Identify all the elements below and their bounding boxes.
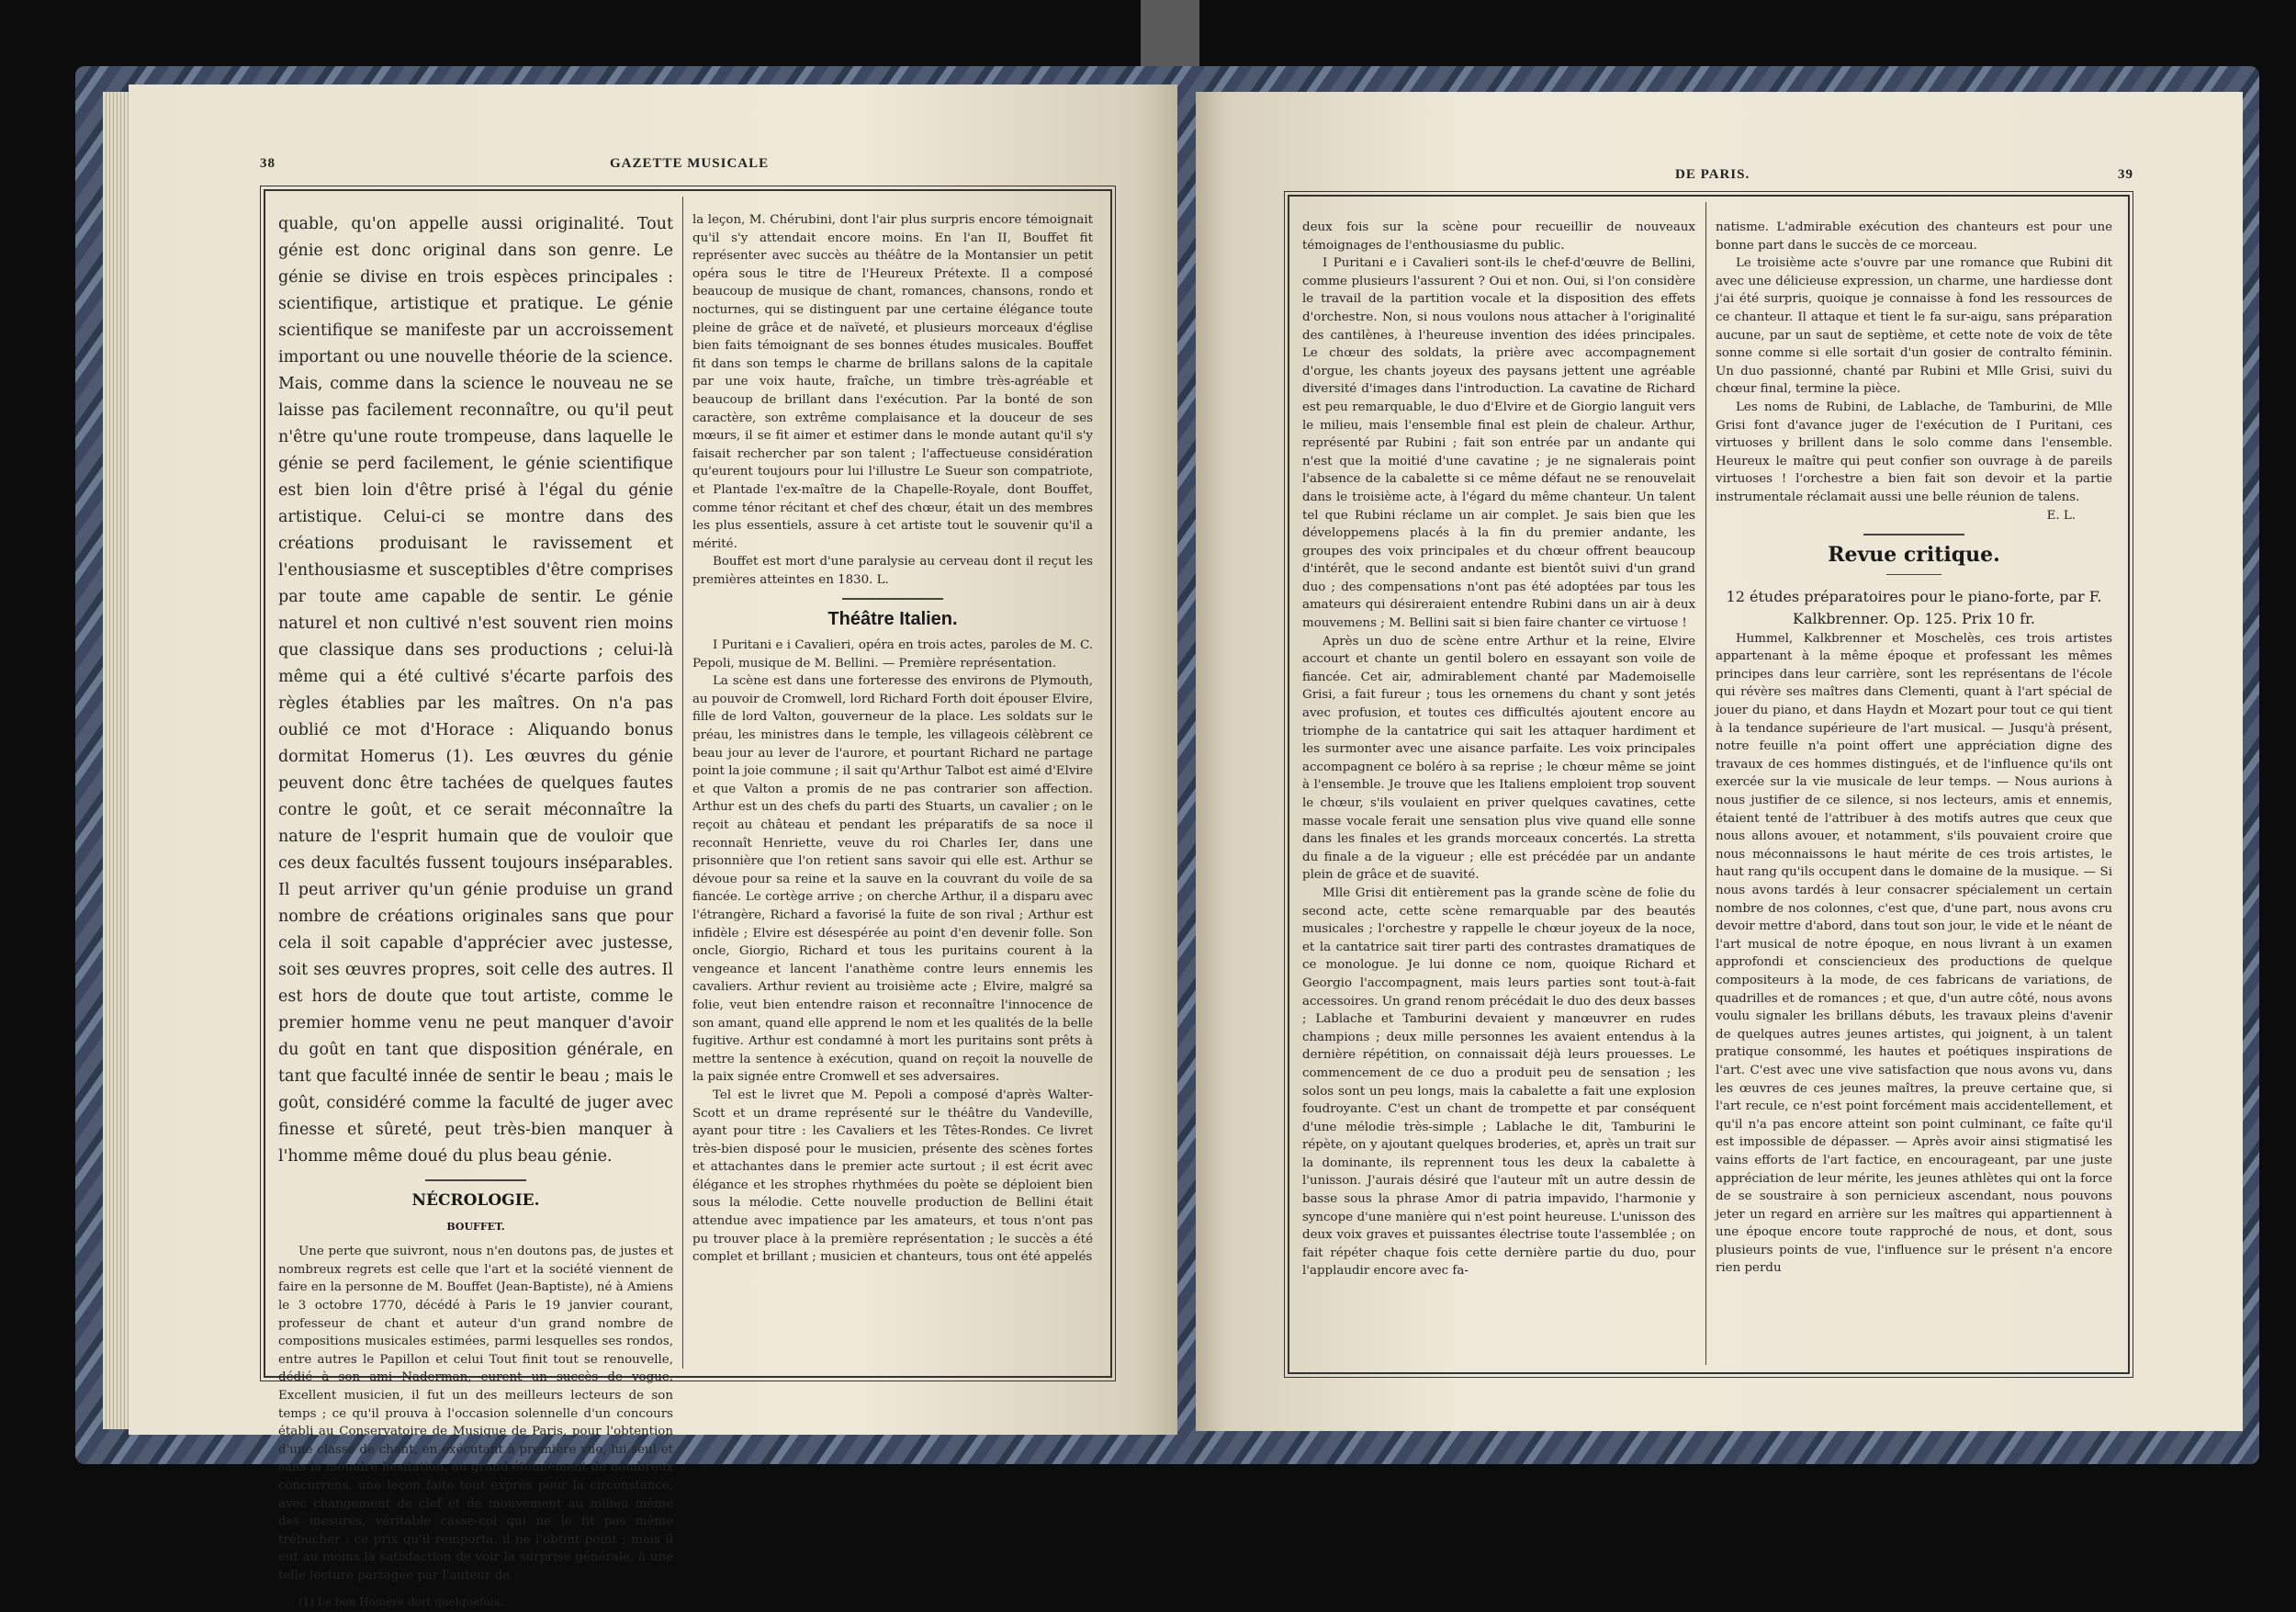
divider-rule <box>425 1179 526 1181</box>
left-page-column-2 <box>692 211 1093 1267</box>
genius-text: quable, qu'on appelle aussi originalité. Tout génie est donc original dans son genre. Le génie se divise en trois espèces principales : scientifique, artistique et pratique. Le génie scientifique se manifeste par un accroissement important ou une nouvelle théorie de la science. Mais, comme dans la science le nouveau ne se laisse pas facilement reconnaître, ou qu'il peut n'être qu'une route trompeuse, dans laquelle le génie se perd facilement, le génie scientifique est bien loin d'être prisé à l'égal du génie artistique. Celui-ci se montre dans des créations produisant le ravissement et l'enthousiasme et susceptibles d'être comprises par toute ame capable de sentir. Le génie naturel et non cultivé n'est souvent rien moins que classique dans ses productions ; celui-là même qui a été cultivé s'écarte parfois des règles établies par les maîtres. On n'a pas oublié ce mot d'Horace : Aliquando bonus dormitat Homerus (1). Les œuvres du génie peuvent donc être tachées de quelques fautes contre le goût, et ce serait méconnaître la nature de l'esprit humain que de vouloir que ces deux facultés fussent toujours inséparables. Il peut arriver qu'un génie produise un grand nombre de créations originales sans que pour cela il soit capable d'apprécier avec justesse, soit ses œuvres propres, soit celle des autres. Il est hors de doute que tout artiste, comme le premier homme venu ne peut manquer d'avoir du goût en tant que disposition générale, en tant que faculté innée de sentir le beau ; mais le goût, considéré comme la faculté de juger avec finesse et sûreté, peut très-bien manquer à l'homme même doué du plus beau génie. <box>278 215 673 1166</box>
divider-rule <box>842 598 943 600</box>
enthusiasm-text: deux fois sur la scène pour recueillir de nouveaux témoignages de l'enthousiasme du public. <box>1302 220 1695 253</box>
libretto-review-text: Tel est le livret que M. Pepoli a composé d'après Walter-Scott et un drame représenté sur le théâtre du Vandeville, ayant pour titre : les Cavaliers et les Têtes-Rondes. Ce livret très-bien disposé pour le musicien, présente des scènes fortes et attachantes dans le premier acte surtout ; il est écrit avec élégance et les strophes rhythmées du poète se déploient bien sous la mélodie. Cette nouvelle production de Bellini était attendue avec impatience par les amateurs, et tous n'ont pas pu trouver place à la première représentation ; le succès a été complet et brillant ; musicien et chanteurs, tous ont été appelés <box>692 1088 1093 1265</box>
left-page-number: 38 <box>260 156 276 171</box>
singers-text: Les noms de Rubini, de Lablache, de Tamburini, de Mlle Grisi font d'avance juger de l'exécution de I Puritani, ces virtuoses y brillent dans le solo comme dans l'ensemble. Heureux le maître qui peut confier son ouvrage à de pareils virtuoses ! l'orchestre a bien fait son devoir et la partie instrumentale réclamait aussi une belle réunion de talens. <box>1716 400 2112 504</box>
necrology-heading: NÉCROLOGIE. <box>411 1191 540 1210</box>
theatre-italien-heading: Théâtre Italien. <box>827 609 958 630</box>
kalkbrenner-title: 12 études préparatoires pour le piano-forte, par F. Kalkbrenner. Op. 125. Prix 10 fr. <box>1726 587 2102 627</box>
third-act-text: Le troisième acte s'ouvre par une romance que Rubini dit avec une délicieuse expression, un charme, une hardiesse dont j'ai été surpris, quoique je connaisse à fond les ressources de ce chanteur. Il attaque et tient le fa sur-aigu, sans préparation aucune, par un saut de septième, et cette note de voix de tête sonne comme si elle sortait d'un gosier de contralto féminin. Un duo passionné, chanté par Rubini et Mlle Grisi, suivi du chœur final, termine la pièce. <box>1716 256 2112 397</box>
left-page-column-1 <box>278 211 673 1612</box>
necrology-subheading: BOUFFET. <box>446 1220 505 1233</box>
second-act-text: Mlle Grisi dit entièrement pas la grande scène de folie du second acte, cette scène remarquable par des beautés musicales ; l'orchestre y rappelle le chœur joyeux de la noce, et la cantatrice sait tirer parti des contrastes dramatiques de ce monologue. Je lui donne ce nom, quoique Richard et Georgio l'accompagnent, mais leurs parties sont tout-à-fait accessoires. Un grand renom précédait le duo des deux basses ; Lablache et Tamburini devaient y manœuvrer en rudes champions ; deux mille personnes les avaient entendus à la dernière répétition, on connaissait déjà leurs prouesses. Le commencement de ce duo a produit peu de sensation ; les solos sont un peu longs, mais la cabalette a fait une explosion foudroyante. C'est un chant de trompette et par conséquent d'une mélodie très-simple ; Lablache le dit, Tamburini le répète, on y ajoutant quelques broderies, et, après un trait sur la dominante, ils reprennent tous les deux la cabalette à l'unisson. J'aurais désiré que l'auteur mît un autre dessin de basse sous la phrase Amor di patria impavido, l'harmonie y syncope d'une manière qui n'est point heureuse. L'unisson des deux voix graves et puissantes électrise toute l'assemblée ; on fait répéter chaque fois cette dernière partie du duo, pour l'applaudir encore avec fa- <box>1302 885 1695 1279</box>
right-page-column-2 <box>1716 219 2112 1278</box>
grisi-bolero-text: Après un duo de scène entre Arthur et la reine, Elvire accourt et chante un gentil bolero en essayant son voile de fiancée. Cet air, admirablement chanté par Mademoiselle Grisi, a fait fureur ; tous les ornemens du chant y sont jetés avec profusion, et toutes ces difficultés ajoutent encore au triomphe de la cantatrice qui sait les attaquer hardiment et les surmonter avec une aisance parfaite. Les voix principales accompagnent ce boléro à sa reprise ; le chœur même se joint à l'ensemble. Je trouve que les Italiens emploient trop souvent le chœur, s'ils voulaient en priver quelques cavatines, cette masse vocale ferait une sensation plus vive quand elle sonne dans les finales et les grands morceaux concertés. La stretta du finale a de la vigueur ; elle est précédée par un andante plein de grâce et de suavité. <box>1302 634 1695 883</box>
left-column-divider <box>682 197 683 1369</box>
left-running-head: GAZETTE MUSICALE <box>610 156 770 171</box>
right-running-head: DE PARIS. <box>1675 167 1750 182</box>
fanaticism-text: natisme. L'admirable exécution des chanteurs est pour une bonne part dans le succès de ce morceau. <box>1716 220 2112 253</box>
review-text: Hummel, Kalkbrenner et Moschelès, ces trois artistes appartenant à la même époque et professant les mêmes principes dans leur carrière, sont les représentans de l'école qui révère ses maîtres dans Clementi, quant à l'art spécial de jouer du piano, et dans Haydn et Mozart pour tout ce qui tient à la tendance supérieure de l'art musical. — Jusqu'à présent, notre feuille n'a point offert une appréciation digne des travaux de ces hommes distingués, et de l'influence qu'ils ont exercée sur la vie musicale de leur temps. — Nous aurions à nous justifier de ce silence, si nos lecteurs, amis et ennemis, étaient tenté de l'attribuer à des motifs autres que ceux que nous allons avouer, et notamment, s'ils pouvaient croire que nous méconnaissons le haut mérite de ces trois artistes, le haut rang qu'ils occupent dans le domaine de la musique. — Si nous avons tardés à leur consacrer spécialement un certain nombre de nos colonnes, c'est que, d'une part, nous avons cru devoir mettre d'abord, dans tout son jour, le vide et le néant de l'art musical de notre époque, en nous livrant à un examen approfondi et consciencieux des productions de quelque compositeurs à la mode, de ces fabricans de variations, de quadrilles et de romances ; et que, d'un autre côté, nous avons voulu signaler les brillans débuts, les travaux pleins d'avenir de quelques autres jeunes artistes, qui joignent, à un talent pratique consommé, les hautes et poétiques inspirations de l'art. C'est avec une vive satisfaction que nous avons vu, dans les œuvres de ces jeunes maîtres, la preuve certaine que, si l'art recule, ce n'est point forcément mais accidentellement, et qu'il n'a pas encore atteint son point culminant, ce faîte qu'il est impossible de dépasser. — Après avoir ainsi stigmatisé les vains efforts de l'art factice, en encourageant, par une juste appréciation de leur mérite, les jeunes athlètes qui ont la force de se soustraire à son pernicieux ascendant, nous pouvons jeter un regard en arrière sur les maîtres qui appartiennent à une époque encore toute rapproché de nous, et dont, sous plusieurs points de vue, l'influence sur le présent n'a encore rien perdu <box>1716 631 2112 1276</box>
bouffet-continued-text: la leçon, M. Chérubini, dont l'air plus surpris encore témoignait qu'il s'y attendait encore moins. En l'an II, Bouffet fit représenter avec succès au théâtre de la Montansier un petit opéra sous le titre de l'Heureux Prétexte. Il a composé beaucoup de musique de chant, romances, chansons, rondo et nocturnes, qui se distinguent par une certaine élégance toute pleine de grâce et de naïveté, et plusieurs morceaux d'église bien faits témoignant de ses bonnes études musicales. Bouffet fit dans son temps le charme de brillans salons de la capitale par une voix haute, fraîche, un timbre très-agréable et beaucoup de brillant dans l'exécution. Par la bonté de son caractère, son extrême complaisance et la douceur de ses mœurs, il se fit aimer et estimer dans le monde autant qu'il s'y faisait rechercher par son talent ; l'affectueuse considération qu'eurent toujours pour lui l'illustre Le Sueur son compatriote, et Plantade l'ex-maître de la Chapelle-Royale, dont Bouffet, comme ténor récitant et chef des chœur, était un des membres les plus essentiels, assure à cet artiste tout le souvenir qu'il a mérité. <box>692 213 1093 551</box>
divider-rule <box>1863 534 1964 535</box>
right-page-number: 39 <box>2118 167 2133 182</box>
opera-title-line: I Puritani e i Cavalieri, opéra en trois actes, paroles de M. C. Pepoli, musique de M. Bellini. — Première représentation. <box>692 638 1093 671</box>
opera-synopsis-text: La scène est dans une forteresse des environs de Plymouth, au pouvoir de Cromwell, lord Richard Forth doit épouser Elvire, fille de lord Valton, gouverneur de la place. Les soldats sur le préau, les ministres dans le temple, les villageois célèbrent ce beau jour au lever de l'aurore, et pourtant Richard ne partage point la joie commune ; il sait qu'Arthur Talbot est aimé d'Elvire et que Valton a promis de ne pas contrarier son affection. Arthur est un des chefs du parti des Stuarts, un cavalier ; on le reçoit au château et pendant les préparatifs de sa noce il reconnaît Henriette, veuve du roi Charles Ier, dans une prisonnière que l'on retient sans savoir qui elle est. Arthur se dévoue pour sa reine et la sauve en la couvrant du voile de sa fiancée. Le cortège arrive ; on cherche Arthur, il a disparu avec l'étrangère, Richard a favorisé la fuite de son rival ; Arthur est infidèle ; Elvire est désespérée au point d'en devenir folle. Son oncle, Giorgio, Richard et tous les puritains courent à la vengeance et lancent l'anathème contre leurs ennemis les cavaliers. Arthur revient au troisième acte ; Elvire, malgré sa folie, veut bien entendre raison et reconnaître l'innocence de son amant, quand elle apprend le nom et les qualités de la belle fugitive. Arthur est condamné à mort les puritains sont prêts à mettre la sentence à exécution, quand on reçoit la nouvelle de la paix signée entre Cromwell et ses adversaires. <box>692 674 1093 1085</box>
right-column-divider <box>1705 202 1706 1365</box>
author-signature: E. L. <box>2046 508 2076 523</box>
right-page-column-1 <box>1302 219 1695 1280</box>
bouffet-death-text: Bouffet est mort d'une paralysie au cerveau dont il reçut les premières atteintes en 1830. L. <box>692 555 1093 587</box>
footnote: (1) Le bon Homère dort quelquefois. <box>298 1595 503 1609</box>
necrology-text: Une perte que suivront, nous n'en doutons pas, de justes et nombreux regrets est celle que l'art et la société viennent de faire en la personne de M. Bouffet (Jean-Baptiste), né à Amiens le 3 octobre 1770, décédé à Paris le 19 janvier courant, professeur de chant et auteur d'un grand nombre de compositions musicales estimées, parmi lesquelles ses rondos, entre autres le Papillon et celui Tout finit tout se renouvelle, dédié à son ami Naderman, eurent un succès de vogue. Excellent musicien, il fut un des meilleurs lecteurs de son temps ; ce qu'il prouva à l'occasion solennelle d'un concours établi au Conservatoire de Musique de Paris, pour l'obtention d'une classe de chant, en exécutant à première vue, lui seul et sans la moindre hésitation, au grand étonnement de nombreux concurrens, une leçon faite tout exprès pour la circonstance, avec changement de clef et de mouvement au milieu même des mesures, véritable casse-col qui ne le fit pas même trébucher : ce prix qu'il remporta, il ne l'obtint point ; mais il eut au moins la satisfaction de voir la surprise générale, à une telle lecture partagée par l'auteur de <box>278 1245 673 1583</box>
puritani-analysis-text: I Puritani e i Cavalieri sont-ils le chef-d'œuvre de Bellini, comme plusieurs l'assurent ? Oui et non. Oui, si l'on considère le travail de la partition vocale et la disposition des effets d'orchestre. Non, si nous voulons nous attacher à l'originalité des cantilènes, à l'heureuse invention des idées principales. Le chœur des soldats, la prière avec accompagnement d'orgue, les chants joyeux des paysans jettent une agréable diversité d'images dans l'introduction. La cavatine de Richard est peu remarquable, le duo d'Elvire et de Giorgio languit vers le milieu, mais l'ensemble final est plein de chaleur. Arthur, représenté par Rubini ; fait son entrée par un andante qui n'est que la moitié d'une cavatine ; je ne signalerais point l'absence de la cabalette si ce même défaut ne se renouvelait dans le troisième acte, à l'égard du même chanteur. Un talent tel que Rubini réclame un air complet. Je sais bien que les développemens placés à la fin du premier andante, les groupes des voix principales et du chœur offrent beaucoup d'intérêt, que le second andante est bientôt suivi d'un grand duo ; des compensations n'ont pas été adoptées par tous les amateurs qui désireraient entendre Rubini dans un air à deux mouvemens ; M. Bellini sait si bien faire chanter ce virtuose ! <box>1302 256 1695 631</box>
page-edges <box>103 92 130 1429</box>
divider-rule <box>1886 574 1941 575</box>
revue-critique-heading: Revue critique. <box>1828 543 2000 568</box>
